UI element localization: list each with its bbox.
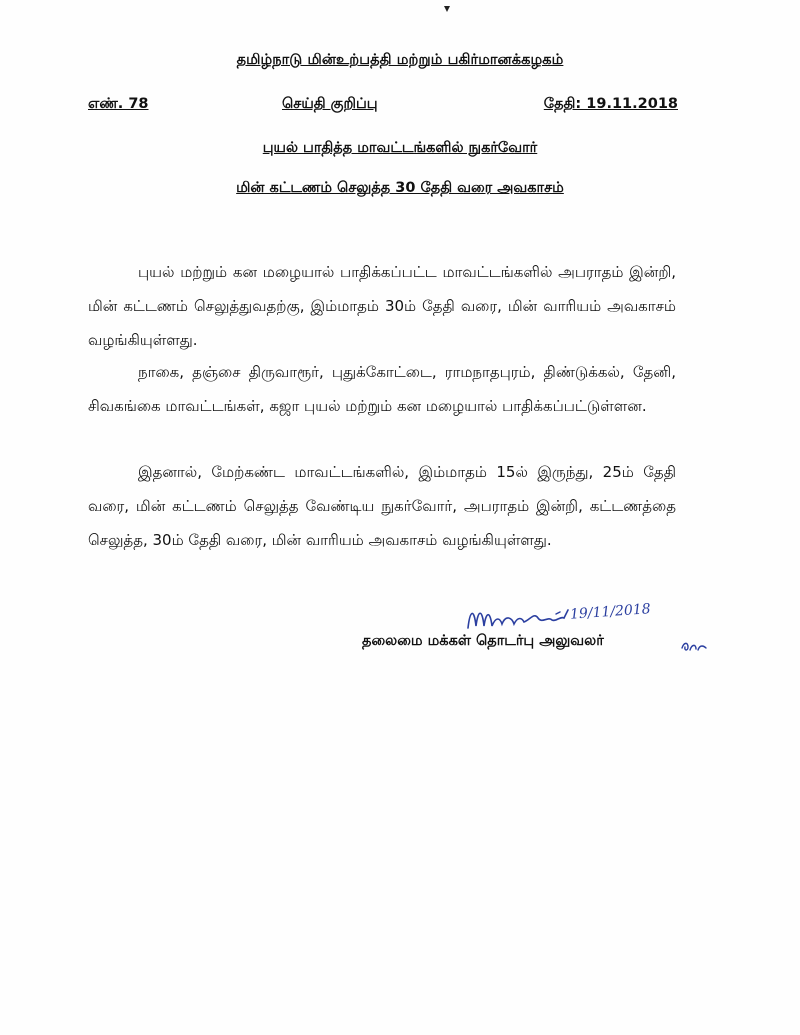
body-paragraph-2: நாகை, தஞ்சை திருவாரூர், புதுக்கோட்டை, ராமநாதபுரம், திண்டுக்கல், தேனி, சிவகங்கை மாவட்டங்கள், கஜா புயல் மற்றும் கன மழையால் பாதிக்கப்பட்டுள்ளன. [88,363,676,415]
signature-date: 19/11/2018 [569,601,652,623]
signature-initials [680,638,710,654]
document-number: எண். 78 [88,96,149,112]
document-date: தேதி: 19.11.2018 [543,96,678,112]
body-paragraph-1: புயல் மற்றும் கன மழையால் பாதிக்கப்பட்ட மாவட்டங்களில் அபராதம் இன்றி, மின் கட்டணம் செலுத்துவதற்கு, இம்மாதம் 30ம் தேதி வரை, மின் வாரியம் அவகாசம் வழங்கியுள்ளது. [88,263,676,349]
organization-header: தமிழ்நாடு மின்உற்பத்தி மற்றும் பகிர்மானக்கழகம் [236,52,564,68]
signatory-title: தலைமை மக்கள் தொடர்பு அலுவலர் [362,633,604,649]
headline-line-1: புயல் பாதித்த மாவட்டங்களில் நுகர்வோர் [262,140,538,156]
meta-row [88,96,678,118]
scan-mark [444,6,450,12]
headline-line-2: மின் கட்டணம் செலுத்த 30 தேதி வரை அவகாசம் [236,180,564,196]
body-paragraph-3: இதனால், மேற்கண்ட மாவட்டங்களில், இம்மாதம் 15ல் இருந்து, 25ம் தேதி வரை, மின் கட்டணம் செலுத்த வேண்டிய நுகர்வோர், அபராதம் இன்றி, கட்டணத்தை செலுத்த, 30ம் தேதி வரை, மின் வாரியம் அவகாசம் வழங்கியுள்ளது. [88,463,676,549]
document-type: செய்தி குறிப்பு [282,96,378,112]
